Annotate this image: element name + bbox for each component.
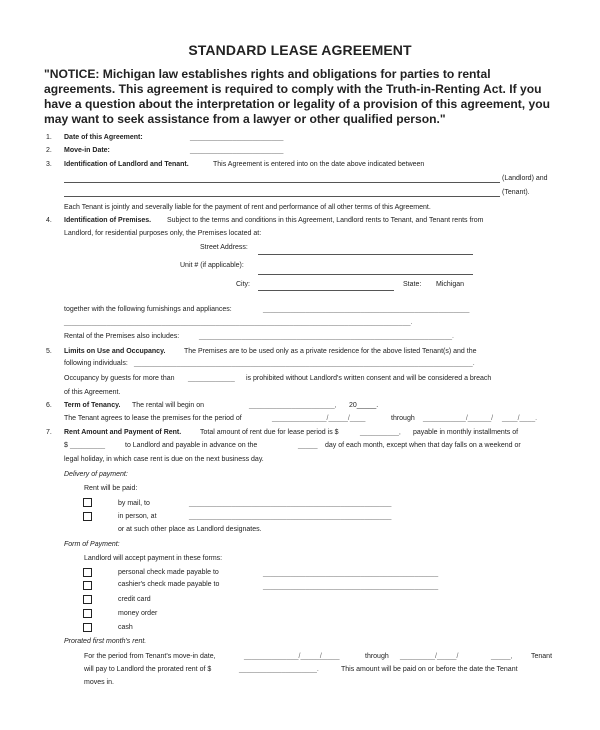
prorated-text: This amount will be paid on or before the date the Tenant xyxy=(341,666,518,673)
guest-days-field[interactable]: ____________ xyxy=(188,375,235,382)
street-address-label: Street Address: xyxy=(200,244,248,251)
move-in-date-field[interactable]: ________________________ xyxy=(190,147,284,154)
in-person-address-field[interactable]: ____________________________________________________ xyxy=(189,513,392,520)
section-5-text: following individuals: xyxy=(64,360,128,367)
furnishings-field-2[interactable]: _________________________________________________________________________________________. xyxy=(64,319,413,326)
mail-address-field[interactable]: ____________________________________________________ xyxy=(189,500,392,507)
prorated-text: will pay to Landlord the prorated rent of $ xyxy=(84,666,212,673)
cashiers-check-payee-field[interactable]: _____________________________________________ xyxy=(263,583,439,590)
document-title: STANDARD LEASE AGREEMENT xyxy=(188,42,412,58)
rental-includes-field[interactable]: _________________________________________________________________. xyxy=(199,333,454,340)
state-label: State: xyxy=(403,281,422,288)
section-6-heading: Term of Tenancy. xyxy=(64,402,121,409)
section-7-text: Total amount of rent due for lease period is $ xyxy=(200,429,339,436)
section-number: 5. xyxy=(46,348,52,355)
delivery-heading: Delivery of payment: xyxy=(64,471,128,478)
section-6-text: The Tenant agrees to lease the premises for the period of xyxy=(64,415,242,422)
start-date-field[interactable]: ______________________, xyxy=(249,402,337,409)
prorated-amount-field[interactable]: ____________________. xyxy=(239,666,319,673)
personal-check-checkbox[interactable] xyxy=(83,568,92,577)
move-in-date-label: Move-in Date: xyxy=(64,147,110,154)
notice-line: "NOTICE: Michigan law establishes rights and obligations for parties to rental xyxy=(44,67,491,81)
section-7-text: day of each month, except when that day falls on a weekend or xyxy=(325,442,521,449)
section-7-text: legal holiday, in which case rent is due on the next business day. xyxy=(64,456,264,463)
section-7-text: payable in monthly installments of xyxy=(413,429,519,436)
joint-liability-text: Each Tenant is jointly and severally liable for the payment of rent and performance of all other terms of this Agreement. xyxy=(64,204,431,211)
total-rent-field[interactable]: __________, xyxy=(360,429,401,436)
personal-check-label: personal check made payable to xyxy=(118,569,219,576)
section-6-text: The rental will begin on xyxy=(132,402,204,409)
by-mail-label: by mail, to xyxy=(118,500,150,507)
occupants-field[interactable]: _______________________________________________________________________________________. xyxy=(134,360,475,367)
form-of-payment-heading: Form of Payment: xyxy=(64,541,120,548)
prorated-end-field[interactable]: _________/_____/ xyxy=(400,653,459,660)
prorated-text: moves in. xyxy=(84,679,114,686)
other-place-text: or at such other place as Landlord designates. xyxy=(118,526,262,533)
section-3-text: This Agreement is entered into on the date above indicated between xyxy=(213,161,425,168)
section-7-text: to Landlord and payable in advance on the xyxy=(125,442,258,449)
lease-end-field[interactable]: ___________/______/ xyxy=(423,415,494,422)
section-5-text: of this Agreement. xyxy=(64,389,121,396)
notice-paragraph xyxy=(44,67,574,127)
street-address-field[interactable] xyxy=(258,254,473,255)
credit-card-checkbox[interactable] xyxy=(83,595,92,604)
prorated-start-field[interactable]: ______________/_____/ xyxy=(244,653,322,660)
section-5-text: Occupancy by guests for more than xyxy=(64,375,175,382)
cash-checkbox[interactable] xyxy=(83,623,92,632)
prorated-start-year-field[interactable]: _____ xyxy=(320,653,340,660)
prorated-heading: Prorated first month's rent. xyxy=(64,638,147,645)
section-5-text: The Premises are to be used only as a private residence for the above listed Tenant(s) and the xyxy=(184,348,477,355)
landlord-suffix: (Landlord) and xyxy=(502,175,548,182)
notice-line: may want to seek assistance from a lawyer or other qualified person." xyxy=(44,112,446,126)
in-person-checkbox[interactable] xyxy=(83,512,92,521)
start-year-field[interactable]: 20_____. xyxy=(349,402,379,409)
section-number: 6. xyxy=(46,402,52,409)
lease-start-field[interactable]: ______________/_____/____ xyxy=(272,415,366,422)
unit-label: Unit # (if applicable): xyxy=(180,262,244,269)
prorated-text: Tenant xyxy=(531,653,553,660)
dollar-sign: $ xyxy=(64,442,68,449)
prorated-text: For the period from Tenant's move-in date, xyxy=(84,653,216,660)
section-4-text: Landlord, for residential purposes only, the Premises located at: xyxy=(64,230,262,237)
furnishings-field[interactable]: _____________________________________________________ xyxy=(263,306,470,313)
section-7-heading: Rent Amount and Payment of Rent. xyxy=(64,429,182,436)
prorated-end-year-field[interactable]: _____, xyxy=(491,653,513,660)
section-number: 2. xyxy=(46,147,52,154)
by-mail-checkbox[interactable] xyxy=(83,498,92,507)
agreement-date-field[interactable]: ________________________ xyxy=(190,134,284,141)
rental-includes-label: Rental of the Premises also includes: xyxy=(64,333,180,340)
city-label: City: xyxy=(236,281,250,288)
state-value: Michigan xyxy=(436,281,465,288)
section-number: 3. xyxy=(46,161,52,168)
section-5-heading: Limits on Use and Occupancy. xyxy=(64,348,166,355)
section-number: 4. xyxy=(46,217,52,224)
city-field[interactable] xyxy=(258,290,394,291)
cashiers-check-checkbox[interactable] xyxy=(83,581,92,590)
money-order-checkbox[interactable] xyxy=(83,609,92,618)
furnishings-label: together with the following furnishings and appliances: xyxy=(64,306,232,313)
monthly-rent-field[interactable]: _________ xyxy=(70,442,106,449)
accepted-forms-label: Landlord will accept payment in these forms: xyxy=(84,555,223,562)
lease-end-year-field[interactable]: ____/____. xyxy=(502,415,538,422)
in-person-label: in person, at xyxy=(118,513,157,520)
personal-check-payee-field[interactable]: _____________________________________________ xyxy=(263,570,439,577)
agreement-date-label: Date of this Agreement: xyxy=(64,134,143,141)
section-4-text: Subject to the terms and conditions in this Agreement, Landlord rents to Tenant, and Tenant rents from xyxy=(167,217,484,224)
landlord-name-field[interactable] xyxy=(64,182,500,183)
through-label: through xyxy=(391,415,415,422)
credit-card-label: credit card xyxy=(118,596,151,603)
money-order-label: money order xyxy=(118,610,158,617)
section-4-heading: Identification of Premises. xyxy=(64,217,152,224)
notice-line: agreements. This agreement is required to comply with the Truth-in-Renting Act. If you xyxy=(44,82,542,96)
prorated-through-label: through xyxy=(365,653,389,660)
cashiers-check-label: cashier's check made payable to xyxy=(118,581,220,588)
section-number: 1. xyxy=(46,134,52,141)
rent-paid-label: Rent will be paid: xyxy=(84,485,138,492)
tenant-suffix: (Tenant). xyxy=(502,189,530,196)
notice-line: have a question about the interpretation or legality of a provision of this agreement, you xyxy=(44,97,550,111)
cash-label: cash xyxy=(118,624,133,631)
section-3-heading: Identification of Landlord and Tenant. xyxy=(64,161,189,168)
tenant-name-field[interactable] xyxy=(64,196,500,197)
section-5-text: is prohibited without Landlord's written consent and will be considered a breach xyxy=(246,375,492,382)
section-number: 7. xyxy=(46,429,52,436)
unit-field[interactable] xyxy=(258,274,473,275)
due-day-field[interactable]: _____ xyxy=(298,442,318,449)
